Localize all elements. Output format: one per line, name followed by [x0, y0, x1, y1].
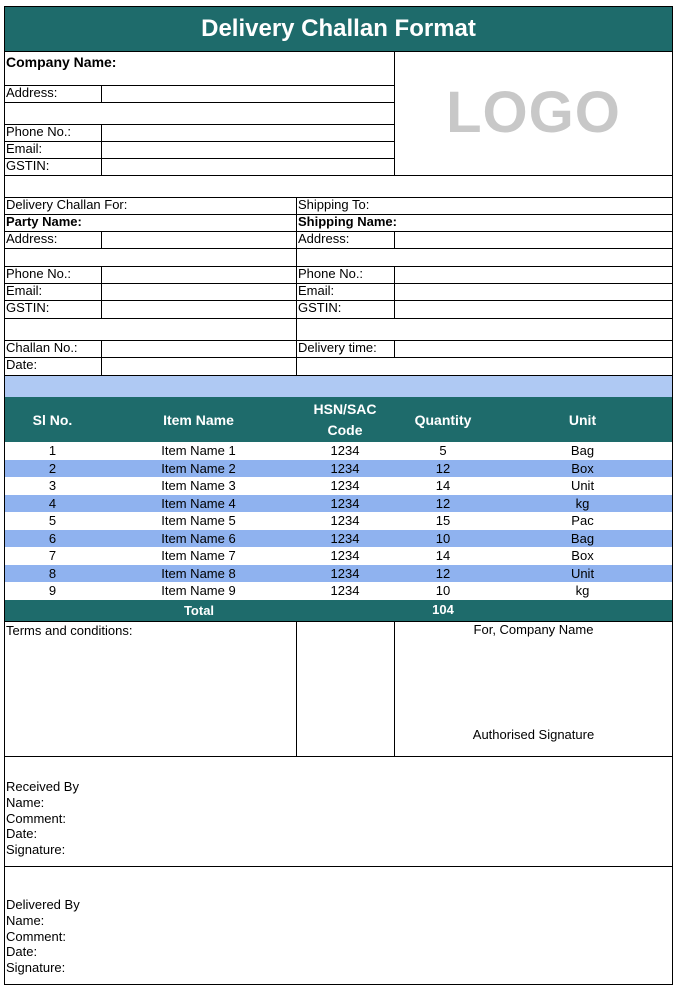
- for-company-name-text: For, Company Name: [473, 622, 594, 637]
- cell-quantity: 15: [435, 513, 451, 528]
- cell-unit: kg: [575, 583, 590, 598]
- cell-sl-no: 5: [48, 513, 57, 528]
- received-by-title: Received By: [6, 779, 79, 794]
- shipping-to-label: Shipping To:: [298, 197, 370, 212]
- party-gstin-label: GSTIN:: [6, 300, 50, 315]
- cell-unit: kg: [575, 495, 590, 511]
- cell-sl-no: 8: [48, 565, 57, 581]
- cell-quantity: 10: [435, 530, 451, 546]
- cell-item-name: Item Name 5: [161, 513, 236, 528]
- cell-sl-no: 7: [48, 548, 57, 563]
- cell-unit: Unit: [570, 565, 595, 581]
- cell-sl-no: 3: [48, 478, 57, 493]
- party-email-label: Email:: [6, 283, 43, 298]
- cell-item-name: Item Name 7: [161, 548, 236, 563]
- delivery-time-label: Delivery time:: [298, 340, 377, 355]
- party-address-label: Address:: [6, 231, 58, 246]
- cell-hsn-sac-code: 1234: [330, 478, 360, 493]
- delivered-signature-label: Signature:: [6, 960, 66, 975]
- cell-hsn-sac-code: 1234: [330, 513, 360, 528]
- cell-quantity: 5: [439, 443, 447, 458]
- column-header-sl-no: Sl No.: [4, 397, 101, 442]
- challan-number-label: Challan No.:: [6, 340, 78, 355]
- challan-date-label: Date:: [6, 357, 38, 372]
- cell-hsn-sac-code: 1234: [330, 460, 360, 476]
- shipping-address-label: Address:: [298, 231, 350, 246]
- shipping-phone-label: Phone No.:: [298, 266, 364, 281]
- column-header-hsn-sac-code: HSN/SAC Code: [296, 397, 394, 442]
- cell-quantity: 12: [435, 495, 451, 511]
- authorised-signature-label: Authorised Signature: [472, 727, 595, 742]
- cell-hsn-sac-code: 1234: [330, 495, 360, 511]
- cell-unit: Bag: [570, 443, 595, 458]
- column-header-quantity: Quantity: [394, 397, 492, 442]
- cell-hsn-sac-code: 1234: [330, 443, 360, 458]
- cell-unit: Box: [571, 460, 594, 476]
- total-label: Total: [4, 600, 394, 621]
- company-email-label: Email:: [6, 141, 43, 156]
- form-grid-lines: [4, 6, 673, 985]
- cell-unit: Bag: [570, 530, 595, 546]
- cell-item-name: Item Name 6: [161, 530, 236, 546]
- cell-hsn-sac-code: 1234: [330, 583, 360, 598]
- cell-quantity: 14: [435, 478, 451, 493]
- total-quantity-value: 104: [394, 600, 492, 621]
- received-signature-label: Signature:: [6, 842, 66, 857]
- cell-item-name: Item Name 2: [161, 460, 236, 476]
- party-phone-label: Phone No.:: [6, 266, 72, 281]
- cell-unit: Box: [571, 548, 594, 563]
- column-header-unit: Unit: [492, 397, 673, 442]
- delivery-challan-for-label: Delivery Challan For:: [6, 197, 128, 212]
- received-comment-label: Comment:: [6, 811, 66, 826]
- cell-quantity: 10: [435, 583, 451, 598]
- received-name-label: Name:: [6, 795, 45, 810]
- cell-item-name: Item Name 1: [161, 443, 236, 458]
- cell-item-name: Item Name 3: [161, 478, 236, 493]
- company-address-label: Address:: [6, 85, 58, 100]
- company-gstin-label: GSTIN:: [6, 158, 50, 173]
- company-logo: LOGO: [446, 80, 621, 145]
- cell-item-name: Item Name 8: [161, 565, 236, 581]
- cell-hsn-sac-code: 1234: [330, 548, 360, 563]
- terms-and-conditions-label: Terms and conditions:: [6, 623, 133, 638]
- cell-item-name: Item Name 4: [161, 495, 236, 511]
- cell-sl-no: 6: [48, 530, 57, 546]
- delivered-date-label: Date:: [6, 944, 38, 959]
- shipping-email-label: Email:: [298, 283, 335, 298]
- company-phone-label: Phone No.:: [6, 124, 72, 139]
- cell-quantity: 12: [435, 565, 451, 581]
- delivered-name-label: Name:: [6, 913, 45, 928]
- shipping-name-label: Shipping Name:: [298, 214, 397, 229]
- cell-sl-no: 2: [48, 460, 57, 476]
- column-header-item-name: Item Name: [101, 397, 296, 442]
- delivery-challan-sheet: [4, 6, 673, 985]
- cell-unit: Unit: [570, 478, 595, 493]
- delivered-by-title: Delivered By: [6, 897, 80, 912]
- cell-unit: Pac: [571, 513, 594, 528]
- cell-sl-no: 4: [48, 495, 57, 511]
- cell-hsn-sac-code: 1234: [330, 565, 360, 581]
- page-title: Delivery Challan Format: [4, 6, 673, 51]
- cell-item-name: Item Name 9: [161, 583, 236, 598]
- delivered-comment-label: Comment:: [6, 929, 66, 944]
- cell-sl-no: 1: [48, 443, 57, 458]
- shipping-gstin-label: GSTIN:: [298, 300, 342, 315]
- company-name-label: Company Name:: [6, 54, 117, 70]
- received-date-label: Date:: [6, 826, 38, 841]
- cell-sl-no: 9: [48, 583, 57, 598]
- cell-hsn-sac-code: 1234: [330, 530, 360, 546]
- cell-quantity: 14: [435, 548, 451, 563]
- party-name-label: Party Name:: [6, 214, 82, 229]
- cell-quantity: 12: [435, 460, 451, 476]
